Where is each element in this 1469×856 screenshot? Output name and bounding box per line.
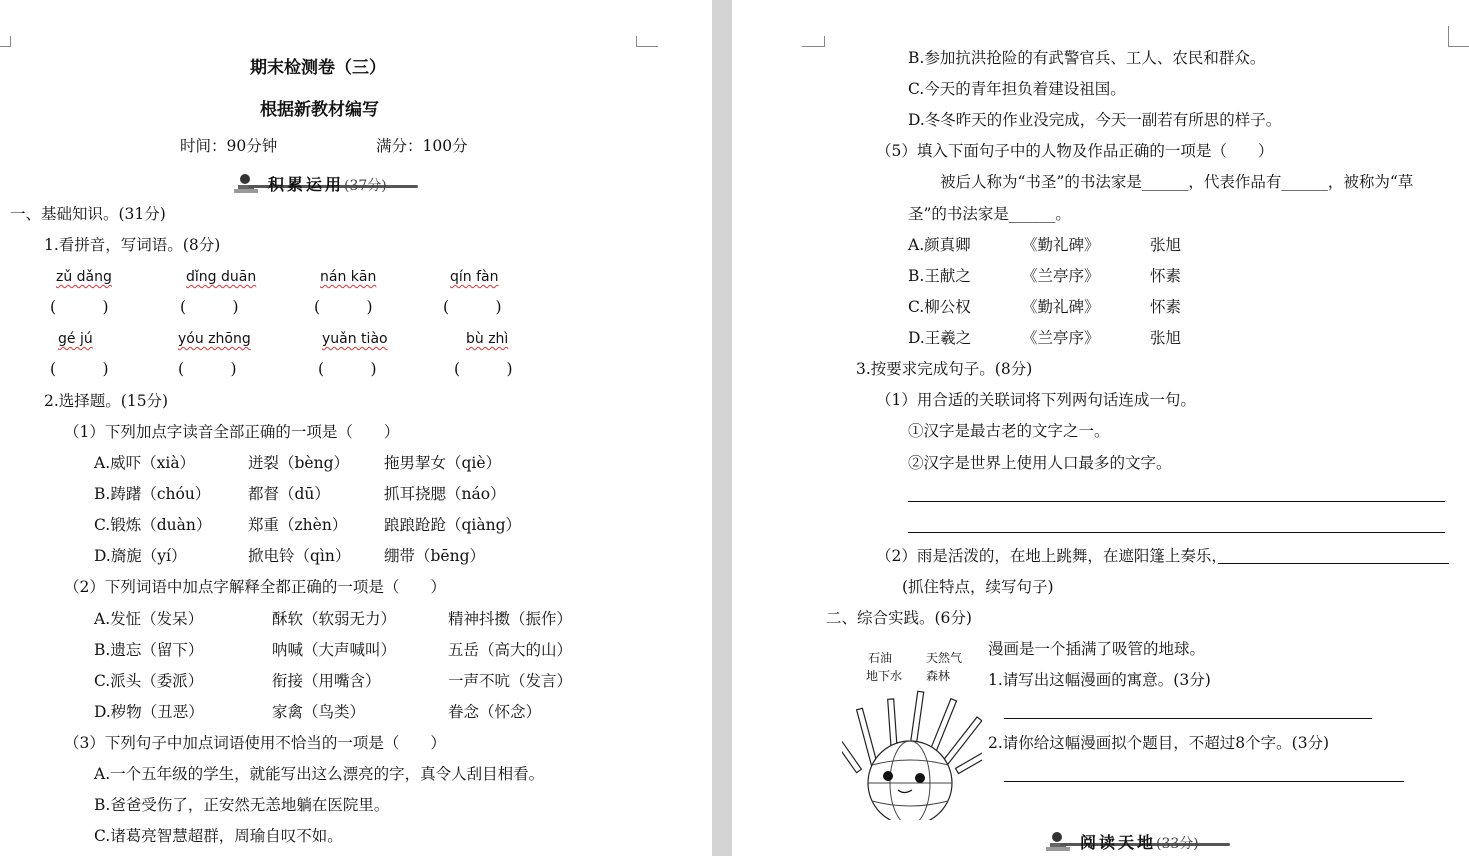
- crop-mark: [1448, 26, 1469, 47]
- crop-mark: [636, 46, 658, 47]
- option-text: A.颜真卿: [908, 236, 971, 254]
- answer-line[interactable]: [1004, 718, 1372, 719]
- section-title: 积累运用(37分): [268, 175, 387, 194]
- crop-mark: [0, 36, 11, 47]
- answer-line[interactable]: [908, 501, 1445, 502]
- option-text: 《兰亭序》: [1022, 267, 1100, 285]
- section-2-heading: 二、综合实践。(6分): [826, 609, 972, 627]
- option-text: 怀素: [1150, 298, 1182, 316]
- answer-paren[interactable]: ( ): [454, 360, 513, 378]
- question-1-2-3: （3）下列句子中加点词语使用不恰当的一项是（ ）: [64, 734, 446, 752]
- option-text: 抓耳挠腮（náo）: [384, 485, 506, 503]
- answer-paren[interactable]: ( ): [180, 298, 239, 316]
- answer-line[interactable]: [908, 532, 1445, 533]
- pinyin-item: yuǎn tiào: [322, 331, 388, 347]
- question-1-2: 2.选择题。(15分): [44, 392, 169, 410]
- option-text: 踉踉跄跄（qiàng）: [384, 516, 522, 534]
- option-sentence: B.参加抗洪抢险的有武警官兵、工人、农民和群众。: [908, 49, 1266, 67]
- option-text: C.派头（委派）: [94, 672, 204, 690]
- option-sentence: C.今天的青年担负着建设祖国。: [908, 80, 1126, 98]
- option-text: D.秽物（丑恶）: [94, 703, 204, 721]
- cartoon-label: 石油: [868, 651, 893, 665]
- option-text: 一声不吭（发言）: [448, 672, 573, 690]
- exam-time: 时间：90分钟: [180, 137, 278, 155]
- option-text: C.柳公权: [908, 298, 971, 316]
- option-text: D.旖旎（yí）: [94, 547, 187, 565]
- option-text: 《勤礼碑》: [1022, 236, 1100, 254]
- option-text: A.威吓（xià）: [94, 454, 196, 472]
- pinyin-item: gé jú: [58, 331, 93, 347]
- option-text: 衔接（用嘴含）: [272, 672, 381, 690]
- earth-with-straws-drawing: [842, 685, 982, 820]
- reading-boy-icon: [1044, 830, 1074, 854]
- option-text: D.王羲之: [908, 329, 972, 347]
- cartoon-label: 森林: [926, 669, 951, 683]
- pinyin-item: dǐng duān: [186, 269, 257, 285]
- option-text: B.遗忘（留下）: [94, 641, 204, 659]
- left-page: [0, 0, 712, 856]
- section-header-accumulation: [232, 172, 422, 196]
- question-1-2-2: （2）下列词语中加点字解释全都正确的一项是（ ）: [64, 578, 446, 596]
- option-text: 郑重（zhèn）: [248, 516, 348, 534]
- answer-paren[interactable]: ( ): [314, 298, 373, 316]
- option-text: 怀素: [1150, 267, 1182, 285]
- crop-mark: [802, 36, 825, 47]
- option-text: 《勤礼碑》: [1022, 298, 1100, 316]
- question-5-sentence: 圣”的书法家是______。: [908, 205, 1071, 223]
- straw-earth-cartoon: [842, 645, 982, 820]
- exam-title: 期末检测卷（三）: [250, 58, 386, 78]
- option-sentence: B.爸爸受伤了，正安然无恙地躺在医院里。: [94, 796, 390, 814]
- option-sentence: C.诸葛亮智慧超群，周瑜自叹不如。: [94, 827, 343, 845]
- cartoon-label: 天然气: [926, 651, 963, 665]
- cartoon-label: 地下水: [866, 669, 903, 683]
- question-5: （5）填入下面句子中的人物及作品正确的一项是（ ）: [876, 142, 1274, 160]
- question-3: 3.按要求完成句子。(8分): [856, 360, 1033, 378]
- cartoon-intro: 漫画是一个插满了吸管的地球。: [988, 640, 1206, 658]
- page-gutter: [712, 0, 732, 856]
- option-text: 呐喊（大声喊叫）: [272, 641, 397, 659]
- option-text: 拖男挈女（qiè）: [384, 454, 502, 472]
- option-text: 精神抖擞（振作）: [448, 610, 573, 628]
- option-text: 酥软（软弱无力）: [272, 610, 397, 628]
- option-text: 张旭: [1150, 329, 1182, 347]
- option-text: 五岳（高大的山）: [448, 641, 573, 659]
- option-text: C.锻炼（duàn）: [94, 516, 212, 534]
- option-text: 《兰亭序》: [1022, 329, 1100, 347]
- answer-paren[interactable]: ( ): [178, 360, 237, 378]
- option-text: 张旭: [1150, 236, 1182, 254]
- question-1-heading: 一、基础知识。(31分): [10, 205, 166, 223]
- exam-subtitle: 根据新教材编写: [260, 100, 379, 120]
- section-title: 阅读天地(33分): [1080, 833, 1199, 852]
- question-3-1: （1）用合适的关联词将下列两句话连成一句。: [876, 391, 1196, 409]
- answer-paren[interactable]: ( ): [50, 298, 109, 316]
- option-sentence: D.冬冬昨天的作业没完成，今天一副若有所思的样子。: [908, 111, 1282, 129]
- pinyin-item: qín fàn: [450, 269, 499, 285]
- answer-line[interactable]: [1004, 781, 1404, 782]
- answer-paren[interactable]: ( ): [443, 298, 502, 316]
- answer-line[interactable]: [1218, 563, 1449, 564]
- option-text: B.王献之: [908, 267, 971, 285]
- question-3-2: （2）雨是活泼的，在地上跳舞，在遮阳篷上奏乐，: [876, 547, 1227, 565]
- option-text: 掀电铃（qìn）: [248, 547, 351, 565]
- reading-boy-icon: [232, 172, 262, 196]
- question-1-2-1: （1）下列加点字读音全部正确的一项是（ ）: [64, 423, 400, 441]
- exam-score: 满分：100分: [376, 137, 468, 155]
- answer-paren[interactable]: ( ): [318, 360, 377, 378]
- cartoon-question-1: 1.请写出这幅漫画的寓意。(3分): [988, 671, 1211, 689]
- question-5-sentence: 被后人称为“书圣”的书法家是______，代表作品有______，被称为“草: [940, 173, 1414, 191]
- pinyin-item: yóu zhōng: [178, 331, 251, 347]
- option-text: 眷念（怀念）: [448, 703, 542, 721]
- question-1-1: 1.看拼音，写词语。(8分): [44, 236, 221, 254]
- option-text: 都督（dū）: [248, 485, 330, 503]
- pinyin-item: zǔ dǎng: [56, 269, 112, 285]
- answer-paren[interactable]: ( ): [50, 360, 109, 378]
- question-3-2-hint: (抓住特点，续写句子): [902, 578, 1054, 596]
- option-text: B.踌躇（chóu）: [94, 485, 211, 503]
- cartoon-question-2: 2.请你给这幅漫画拟个题目，不超过8个字。(3分): [988, 734, 1330, 752]
- option-text: A.发怔（发呆）: [94, 610, 204, 628]
- pinyin-item: nán kān: [320, 269, 377, 285]
- option-text: 家禽（鸟类）: [272, 703, 366, 721]
- sentence-a: ①汉字是最古老的文字之一。: [908, 422, 1110, 440]
- option-sentence: A.一个五年级的学生，就能写出这么漂亮的字，真令人刮目相看。: [94, 765, 545, 783]
- option-text: 迸裂（bèng）: [248, 454, 350, 472]
- sentence-b: ②汉字是世界上使用人口最多的文字。: [908, 454, 1172, 472]
- section-header-reading: [1044, 830, 1234, 854]
- pinyin-item: bù zhì: [466, 331, 509, 347]
- option-text: 绷带（bēng）: [384, 547, 486, 565]
